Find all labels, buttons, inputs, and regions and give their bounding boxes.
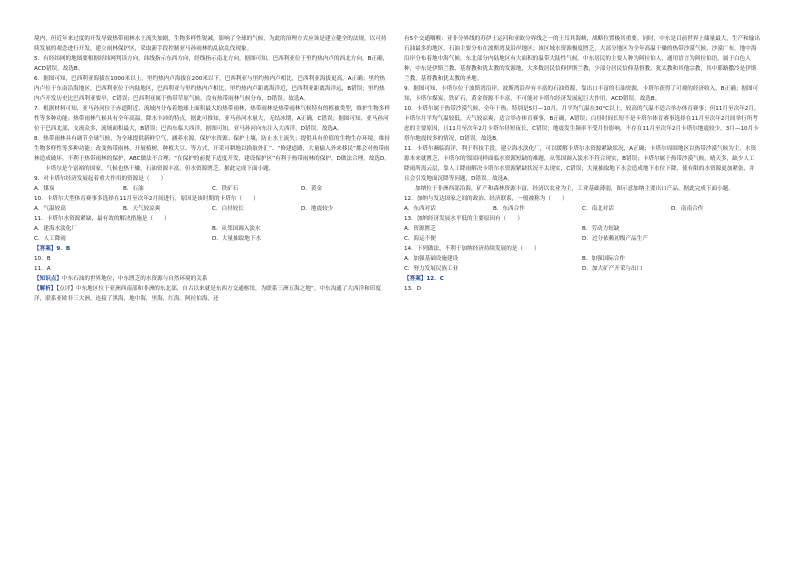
- question-12-stem: 12．加纳与发达国家之间的政治、经济联系，一般被称为（ ）: [404, 196, 568, 202]
- question-11-options-row2: [34, 234, 390, 244]
- option-c: C．海运不便: [404, 236, 436, 242]
- analysis-tag: 【解析】: [34, 286, 57, 292]
- explanation-5: 5．有经纬网的地图要根据经纬网判读方向，纬线指示东西方向，经线指示南北方向。据图可知，巴西利亚位于里约热内卢的西北方向，B正确，ACD错误。故选B。: [34, 56, 389, 72]
- option-c: C．努力发展民族工业: [404, 266, 459, 272]
- question-13-stem: 13．加纳经济发展水平低的主要原因有（ ）: [404, 216, 523, 222]
- question-9-options: [34, 184, 390, 194]
- question-11-stem: 11．卡塔尔水资源紧缺，最有效的解决措施是（ ）: [34, 216, 170, 222]
- analysis-sub-tag: 【点评】: [56, 286, 76, 292]
- question-9-stem: 9．对卡塔尔经济发展起着重大作用的资源是（ ）: [34, 176, 167, 182]
- explanation-9: 9．据图可知，卡塔尔位于波斯湾沿岸，波斯湾沿岸有丰富的石油资源，靠出口丰富的石油资源，卡塔尔获得了可观的经济收入，B正确；据图可知，卡塔尔煤炭、铁矿石、黄金资源不丰富，不可能对卡塔尔经济发展起巨大作用，ACD错误。故选B。: [404, 86, 759, 102]
- question-14-stem: 14．下列做法，不利于加纳经济持续发展的是（ ）: [404, 246, 540, 252]
- question-11-options-row1: [34, 224, 390, 234]
- answer-13: 13．D: [404, 286, 422, 292]
- explanation-8: 8．热带雨林具有调节全球气候，为全球提供新鲜空气，涵养水源，保护水资源；保护土壤，防止水土流失；提供具有价值的生物生存环境，维持生物多样性等多种功能；改变热带雨林，开展植树，种植大豆、等方式，开采可耕地以换取外汇”、“修建道路，大量输入外来移民”都会对热带雨林造成破坏，不利于热带雨林的保护，ABC做法不合理；“在保护的前提下适度开发，建设保护区”有利于热带雨林的保护，D做法合理，故选D。: [34, 136, 390, 162]
- question-12-options: [404, 204, 760, 214]
- option-a: A．东西对话: [404, 206, 436, 212]
- answer-label: 【答案】12．C: [404, 276, 444, 282]
- option-d: D．黄金: [301, 186, 323, 192]
- option-a: A．建海水淡化厂: [34, 226, 77, 232]
- option-d: D．地震较少: [301, 206, 334, 212]
- explanation-11: 11．卡塔尔濒临海洋，利于科技手段，建立海水淡化厂，可以缓解卡塔尔水资源紧缺状况，A正确；卡塔尔周围地区以热带沙漠气候为主，水资源本来就匮乏，卡塔尔的邻国同样面临水资源短缺的难题，从邻国调入淡水不符合现实，B错误；卡塔尔属于热带沙漠气候，晴天多，缺少人工降雨所需云层，靠人工降雨解决卡塔尔水资源紧缺状况不太现实，C错误；大量抽取地下水会造成地下水位下降，使有限的水资源更加紧张，并且会引发地面沉降等问题，D错误。故选A。: [404, 146, 757, 182]
- option-a: A．煤炭: [34, 186, 55, 192]
- answer-11: 11．A: [34, 266, 51, 272]
- knowledge-text: 中东石油的世界地位；中东匮乏的水资源与自然环境的关系: [61, 276, 208, 282]
- question-intro: 卡塔尔是个富裕的国家，气候也热干燥，石油资源丰富，但水资源匮乏。据此完成下面小题。: [45, 166, 275, 172]
- explanation-10: 10．卡塔尔属于热带沙漠气候，全年干热，特别是5月—10月，月平均气温在30°C以上，较高的气温不适合举办体育赛事；但11月至次年2月，卡塔尔月平均气温较低，天气较凉爽，适合举办体育赛事，B正确，A错误；白昼时间长短不是卡塔尔体育赛事选择在11月至次年2月间举行所考虑的主要原因，且11月至次年2月卡塔尔昼短夜长，C错误；地震发生频率不受月份影响，不存在11月至次年2月卡塔尔地震较少，3月—10月卡塔尔地震较多的情况，D错误。故选B。: [404, 106, 760, 142]
- option-d: D．加大矿产开采与出口: [582, 266, 643, 272]
- option-b: B．劳动力短缺: [582, 226, 620, 232]
- analysis-text: 中东地区位于亚洲西南部和非洲的东北部，自古以来就是东西方交通枢纽，为联系三洲五海之地”。中东沟通了大西洋和印度洋，联系亚欧非三大洲，连接了黑海，地中海，里海，红海。阿拉伯海，还: [34, 286, 381, 302]
- option-b: B．石油: [123, 186, 144, 192]
- option-c: C．铁矿石: [212, 186, 239, 192]
- option-c: C．南北对话: [582, 206, 614, 212]
- right-column: [404, 34, 760, 294]
- option-b: B．东西合作: [493, 206, 525, 212]
- question-13-options-row1: [404, 224, 760, 234]
- option-a: A．气温较高: [34, 206, 66, 212]
- option-b: B．天气较凉爽: [123, 206, 161, 212]
- answer-label: 【答案】9．B: [34, 246, 71, 252]
- option-b: B．加强国际合作: [582, 256, 625, 262]
- answer-10: 10．B: [34, 256, 51, 262]
- question-13-options-row2: [404, 234, 760, 244]
- option-d: D．过分依赖初级产品生产: [582, 236, 648, 242]
- knowledge-tag: 【知识点】: [34, 276, 62, 282]
- option-a: A．资源匮乏: [404, 226, 436, 232]
- option-b: B．从邻国调入淡水: [212, 226, 261, 232]
- question-14-options-row1: [404, 254, 760, 264]
- paragraph: 境内，但近年来过度的开发导致热带雨林水土流失加剧，生物多样性锐减，影响了全球的气候，为此的治理方式应该是建立健全的法规，以可持续发展的观念进行开发，建立雨林保护区，采取新手段控制亚马孙雨林的乱砍乱伐现象。: [34, 36, 387, 52]
- question-intro: 加纳位于非洲西部沿海，矿产和森林资源丰富，经济以农业为主，工业基础薄弱，图示意加纳主要出口产品。据此完成下面小题。: [415, 186, 734, 192]
- paragraph: 有5个交通咽喉：亚非分界线的苏伊士运河和亚欧分界线之一的土耳其海峡，战略位置极其重要。同时，中东是目前世界上储量最大，生产和输出石油最多的地区，石油主要分布在波斯湾及沿岸地区；该区域水资源极度匮乏，大部分地区为全年高温干燥的热带沙漠气候，沙漠广布，地中海沿岸分布着地中海气候，东北部分内陆地区有大面积的温带大陆性气候。中东居民的主要人种为阿拉伯人，通用语言为阿拉伯语，属于白色人种，中东是伊斯兰教、基督教和犹太教的发源地，大多数居民信仰伊斯兰教，少部分居民信仰基督教，犹太教和其他宗教，其中耶路撒冷是伊斯兰教，基督教和犹太教的圣地。: [404, 36, 760, 82]
- option-c: C．白昼较长: [212, 206, 244, 212]
- question-14-options-row2: [404, 264, 760, 274]
- option-a: A．加强基础设施建设: [404, 256, 459, 262]
- knowledge-point: [34, 274, 390, 284]
- question-10-options: [34, 204, 390, 214]
- option-d: D．大量抽取地下水: [212, 236, 262, 242]
- option-c: C．人工降雨: [34, 236, 66, 242]
- question-10-stem: 10．卡塔尔大型体育赛事多选择在11月至次年2月间进行，原因是该时期的卡塔尔（ ）: [34, 196, 259, 202]
- explanation-7: 7．根据材料可知，亚马孙河位于赤道附近，流域内分布着地球上面积最大的热带雨林，热带雨林是热带雨林气候特有的植被类型，维护生物多样性等多种功能；热带雨林气候具有全年高温，降水丰沛的特点，据此可推知，亚马孙河水量大，无结冰期，A正确，C错误；据图可知，亚马孙河位于巴西北部，支流众多，流域面积最大，B错误；巴西东临大西洋，据图可知，亚马孙河向东注入大西洋，D错误。故选A。: [34, 106, 390, 132]
- explanation-6: 6．据图可知，巴西利亚海拔在1000米以上，里约热内卢海拔在200米以下，巴西利亚与里约热内卢相比，巴西利亚海拔更高，A正确；里约热内卢位于东南沿海地区，巴西利亚位于内陆地区，巴西利亚与里约热内卢相比，里约热内卢距离海洋近，巴西利亚距离海洋远，B错误；里约热内卢开发历史比巴西利亚要早，C错误；巴西利亚属于热带草原气候，没有热带雨林气候分布，D错误。故选A。: [34, 76, 386, 102]
- left-column: [34, 34, 390, 304]
- option-d: D．南南合作: [671, 206, 704, 212]
- analysis: [34, 284, 390, 304]
